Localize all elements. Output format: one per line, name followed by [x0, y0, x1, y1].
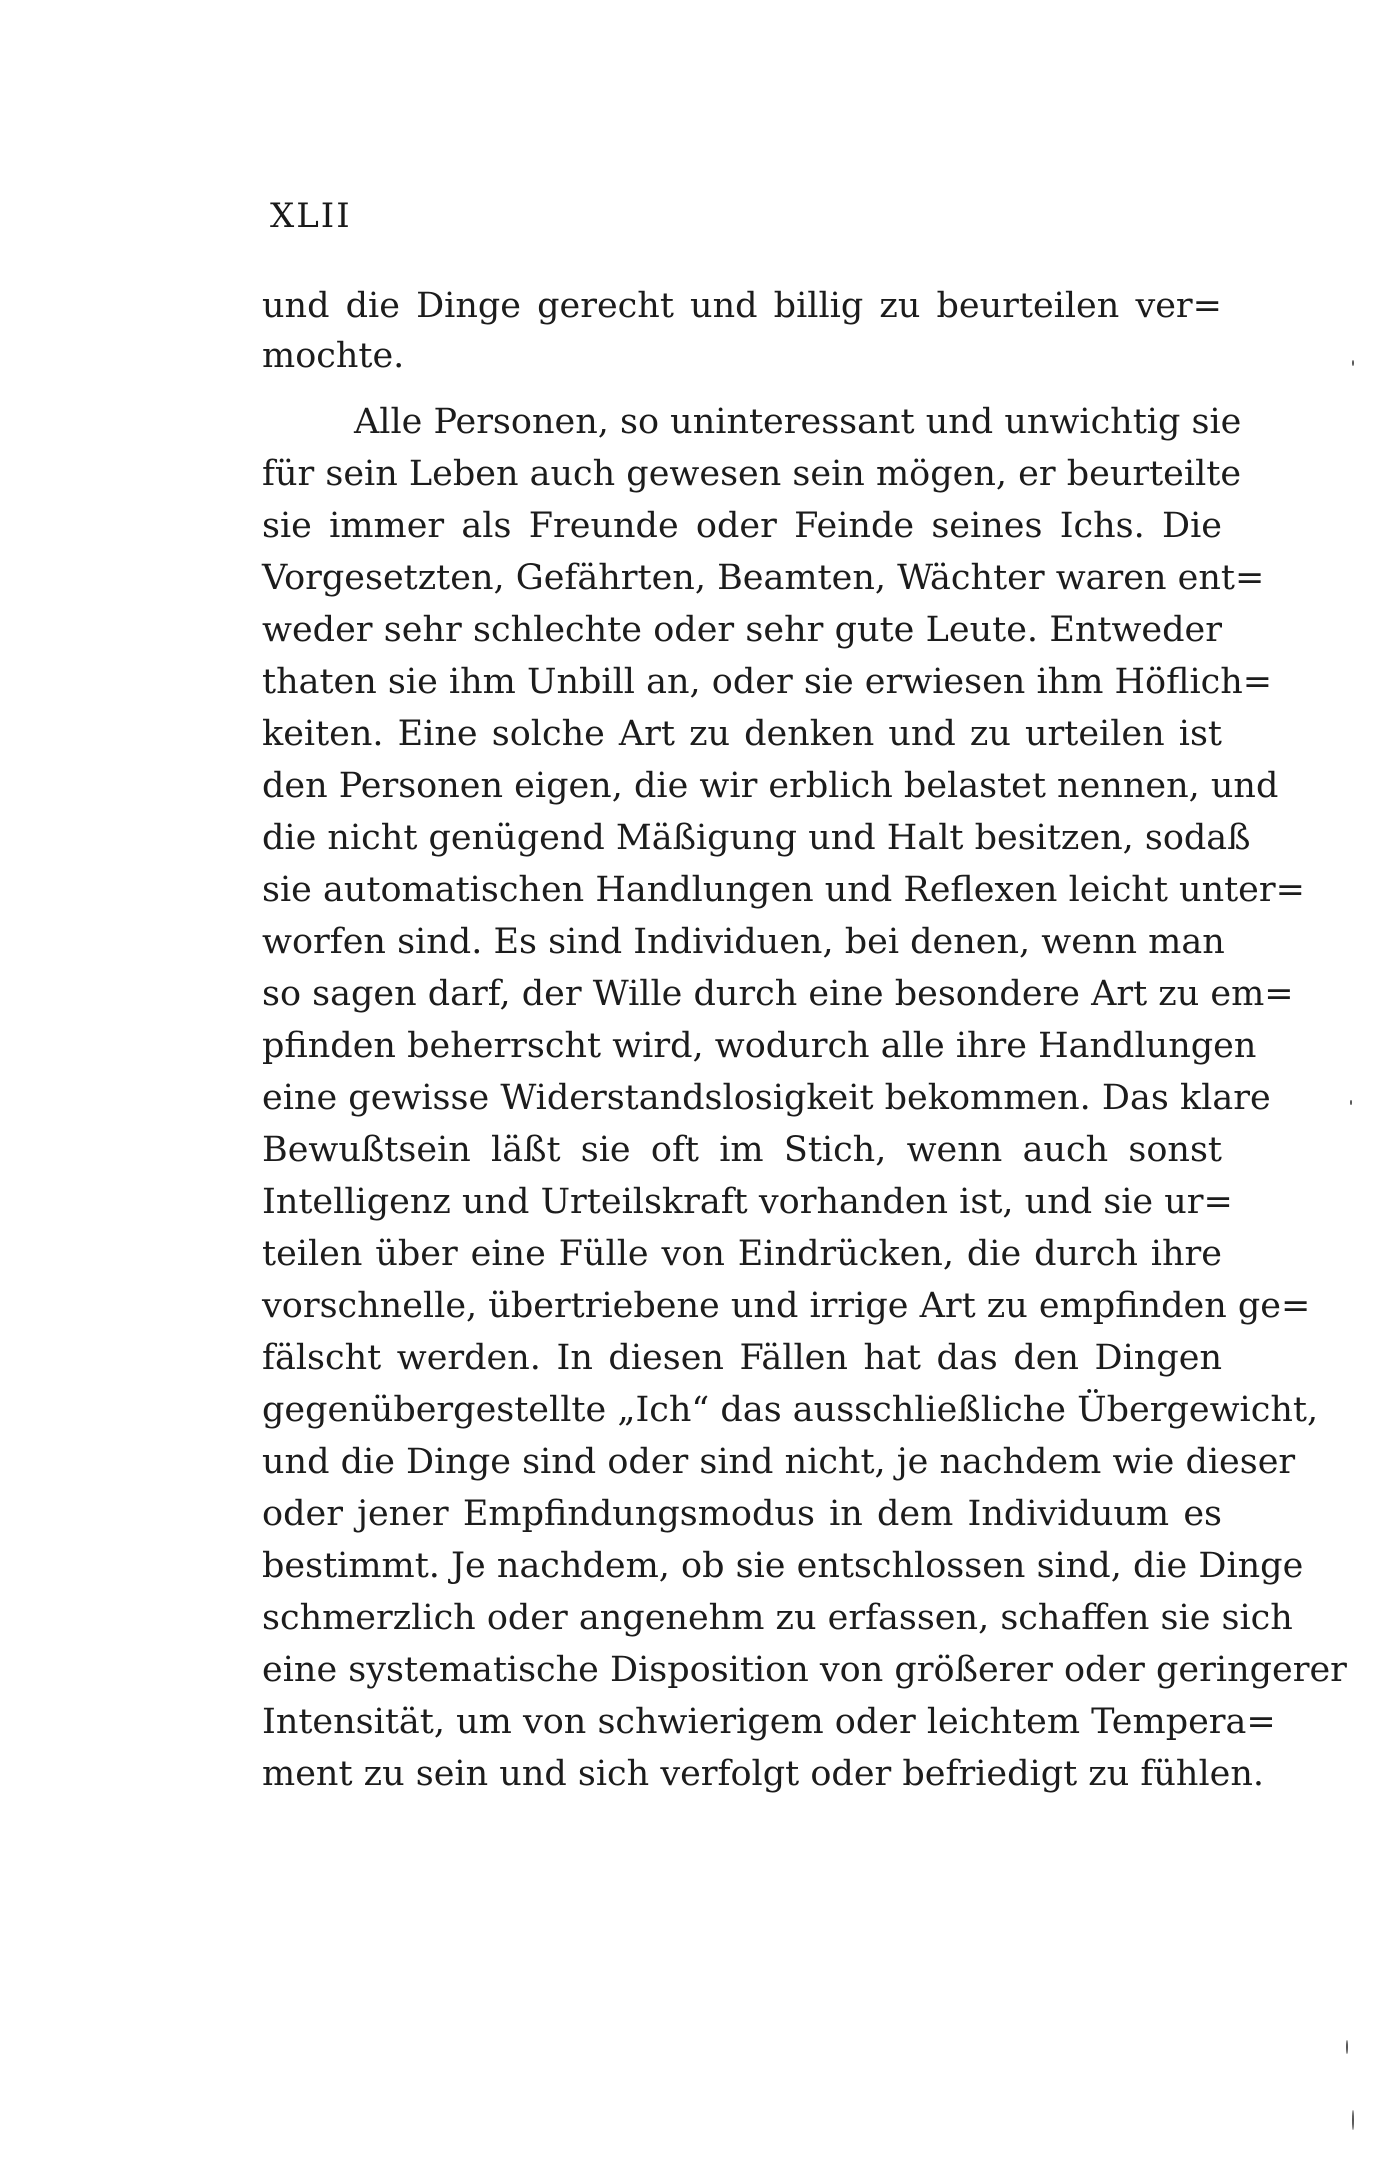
text-line: gegenübergestellte „Ich“ das ausschließliche Übergewicht,: [262, 1390, 1319, 1430]
text-line: für sein Leben auch gewesen sein mögen, er beurteilte: [262, 454, 1242, 494]
text-line: keiten. Eine solche Art zu denken und zu urteilen ist: [262, 714, 1222, 754]
scan-speck: [1346, 2040, 1348, 2054]
text-line: Bewußtsein läßt sie oft im Stich, wenn auch sonst: [262, 1130, 1222, 1170]
text-line: oder jener Empfindungsmodus in dem Individuum es: [262, 1494, 1222, 1534]
text-line: teilen über eine Fülle von Eindrücken, die durch ihre: [262, 1234, 1222, 1274]
text-line: mochte.: [262, 336, 405, 376]
text-line: sie automatischen Handlungen und Reflexen leicht unter=: [262, 870, 1305, 910]
scan-speck: [1350, 1100, 1352, 1105]
text-line: den Personen eigen, die wir erblich belastet nennen, und: [262, 766, 1279, 806]
text-line: worfen sind. Es sind Individuen, bei denen, wenn man: [262, 922, 1225, 962]
text-line: Intensität, um von schwierigem oder leichtem Tempera=: [262, 1702, 1276, 1742]
scan-speck: [1352, 360, 1354, 366]
text-line: und die Dinge sind oder sind nicht, je nachdem wie dieser: [262, 1442, 1296, 1482]
text-line: eine gewisse Widerstandslosigkeit bekommen. Das klare: [262, 1078, 1271, 1118]
text-line: die nicht genügend Mäßigung und Halt besitzen, sodaß: [262, 818, 1251, 858]
scan-speck: [1352, 2110, 1354, 2130]
text-line: Intelligenz und Urteilskraft vorhanden ist, und sie ur=: [262, 1182, 1233, 1222]
text-line: Vorgesetzten, Gefährten, Beamten, Wächter waren ent=: [262, 558, 1265, 598]
text-line: vorschnelle, übertriebene und irrige Art zu empfinden ge=: [262, 1286, 1311, 1326]
text-line: so sagen darf, der Wille durch eine besondere Art zu em=: [262, 974, 1294, 1014]
text-line: ment zu sein und sich verfolgt oder befriedigt zu fühlen.: [262, 1754, 1265, 1794]
paragraph-first-line: Alle Personen, so uninteressant und unwichtig sie: [354, 402, 1242, 442]
text-line: weder sehr schlechte oder sehr gute Leute. Entweder: [262, 610, 1222, 650]
text-line: eine systematische Disposition von größerer oder geringerer: [262, 1650, 1347, 1690]
text-line: bestimmt. Je nachdem, ob sie entschlossen sind, die Dinge: [262, 1546, 1304, 1586]
text-line: fälscht werden. In diesen Fällen hat das den Dingen: [262, 1338, 1222, 1378]
text-line: pfinden beherrscht wird, wodurch alle ihre Handlungen: [262, 1026, 1257, 1066]
text-line: thaten sie ihm Unbill an, oder sie erwiesen ihm Höflich=: [262, 662, 1273, 702]
text-line: sie immer als Freunde oder Feinde seines Ichs. Die: [262, 506, 1222, 546]
text-line: und die Dinge gerecht und billig zu beurteilen ver=: [262, 286, 1222, 326]
text-line: schmerzlich oder angenehm zu erfassen, schaffen sie sich: [262, 1598, 1293, 1638]
page-number: XLII: [270, 196, 352, 236]
